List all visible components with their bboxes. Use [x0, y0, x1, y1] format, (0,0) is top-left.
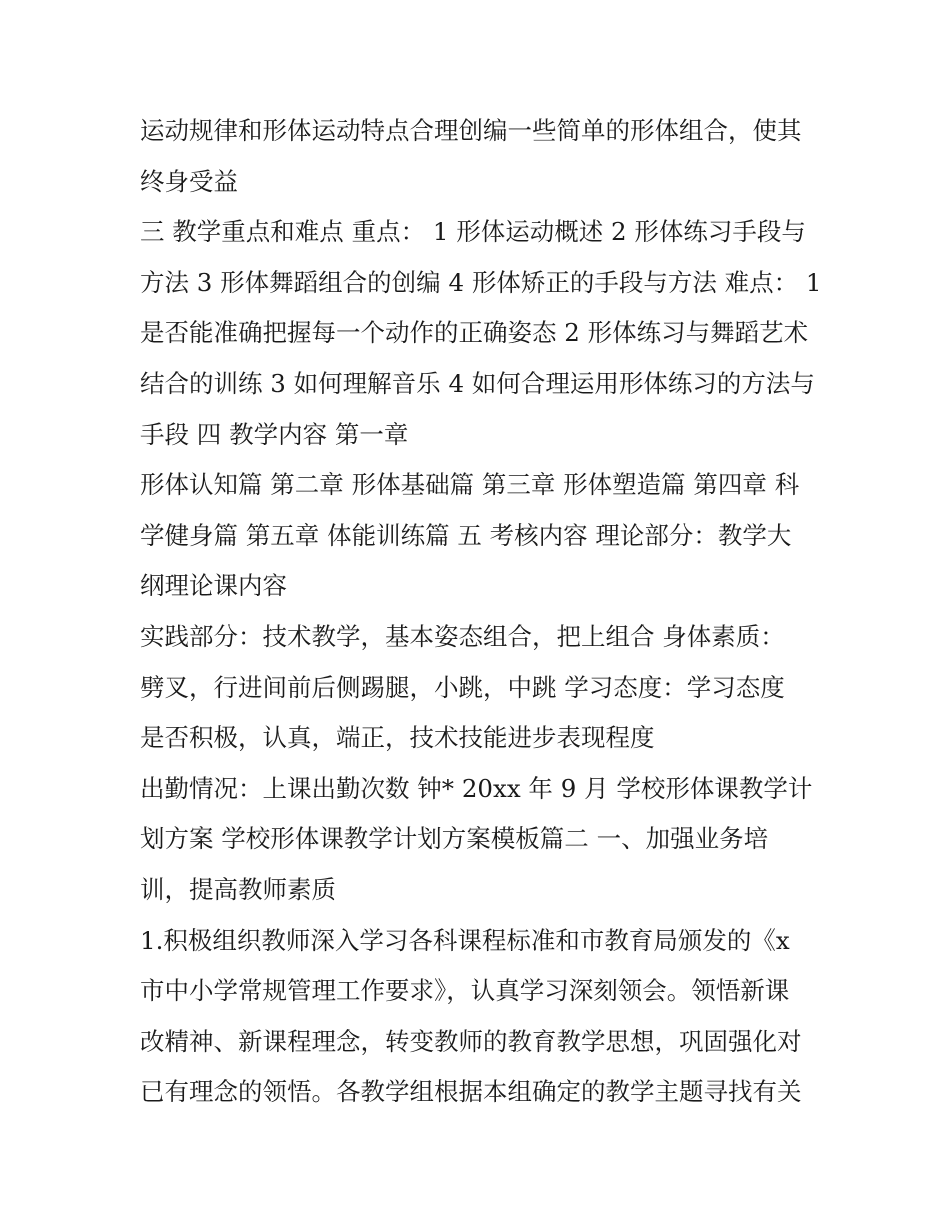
text-line: 是否积极，认真，端正，技术技能进步表现程度	[140, 723, 655, 753]
text-line: 三 教学重点和难点 重点： 1 形体运动概述 2 形体练习手段与	[140, 217, 806, 247]
text-line: 终身受益	[140, 166, 238, 196]
text-line: 出勤情况：上课出勤次数 钟* 20xx 年 9 月 学校形体课教学计	[140, 773, 813, 803]
text-line: 结合的训练 3 如何理解音乐 4 如何合理运用形体练习的方法与	[140, 368, 815, 398]
text-line: 运动规律和形体运动特点合理创编一些简单的形体组合，使其	[140, 116, 802, 145]
text-line: 1.积极组织教师深入学习各科课程标准和市教育局颁发的《x	[140, 925, 790, 955]
text-line: 改精神、新课程理念，转变教师的教育教学思想，巩固强化对	[140, 1026, 802, 1056]
text-line: 市中小学常规管理工作要求》，认真学习深刻领会。领悟新课	[140, 976, 790, 1006]
text-line: 划方案 学校形体课教学计划方案模板篇二 一、加强业务培	[140, 824, 769, 854]
text-line: 是否能准确把握每一个动作的正确姿态 2 形体练习与舞蹈艺术	[140, 318, 809, 348]
text-line: 实践部分：技术教学，基本姿态组合，把上组合 身体素质：	[140, 621, 785, 651]
text-line: 形体认知篇 第二章 形体基础篇 第三章 形体塑造篇 第四章 科	[140, 470, 800, 500]
text-line: 训，提高教师素质	[140, 874, 336, 904]
text-line: 方法 3 形体舞蹈组合的创编 4 形体矫正的手段与方法 难点： 1	[140, 267, 822, 297]
text-line: 手段 四 教学内容 第一章	[140, 419, 409, 449]
text-line: 学健身篇 第五章 体能训练篇 五 考核内容 理论部分：教学大	[140, 520, 792, 550]
text-line: 已有理念的领悟。各教学组根据本组确定的教学主题寻找有关	[140, 1077, 802, 1107]
text-line: 劈叉，行进间前后侧踢腿，小跳，中跳 学习态度：学习态度	[140, 672, 785, 702]
text-line: 纲理论课内容	[140, 571, 287, 601]
document-body	[140, 106, 830, 1118]
